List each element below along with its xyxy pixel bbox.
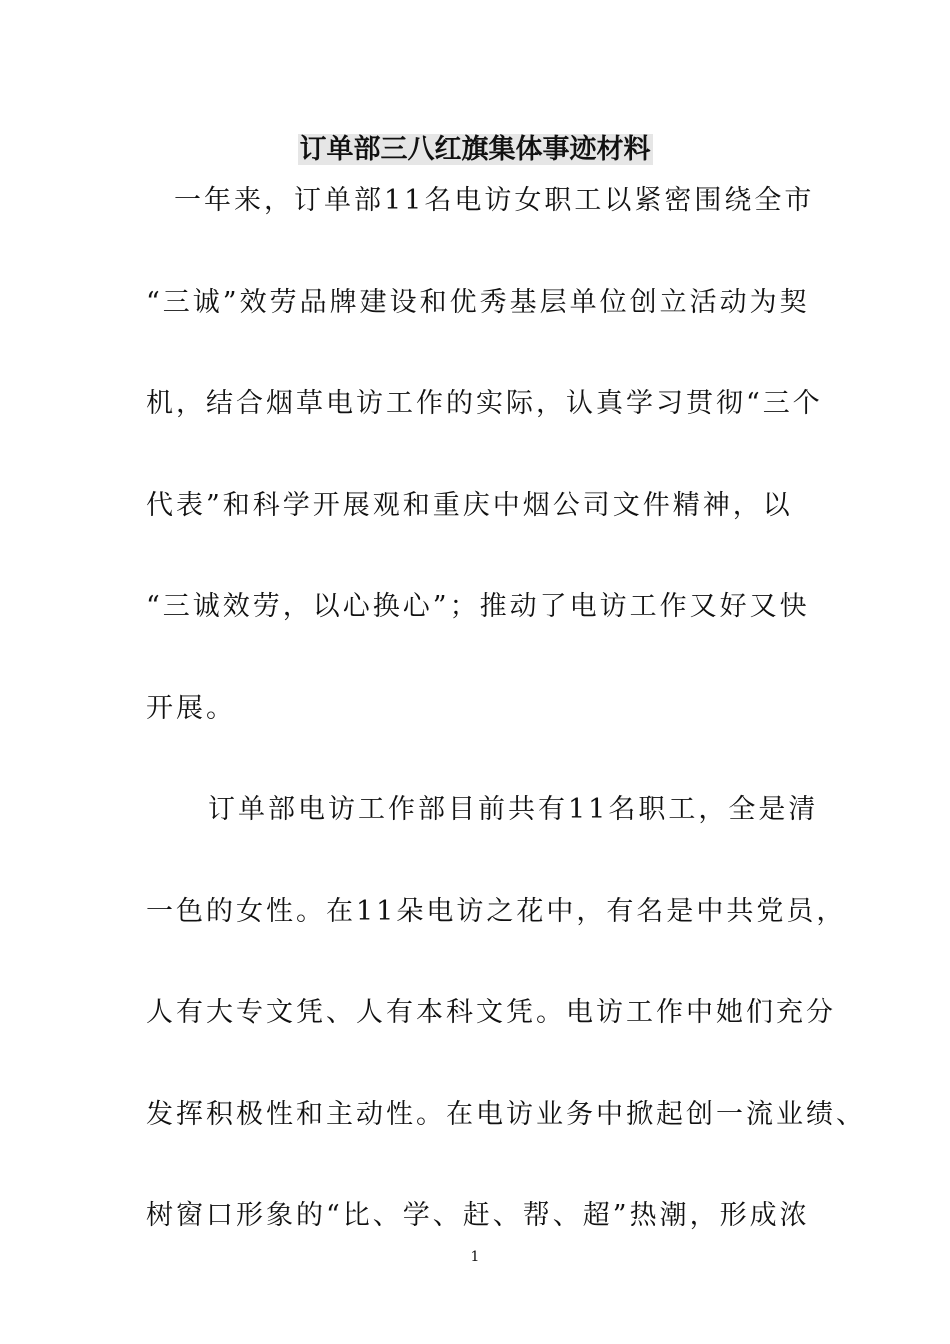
paragraph-line: “三诚效劳，以心换心”；推动了电访工作又好又快: [146, 591, 810, 622]
page-number: 1: [470, 1249, 480, 1265]
paragraph-line: 人有大专文凭、人有本科文凭。电访工作中她们充分: [146, 997, 836, 1028]
paragraph-line: 发挥积极性和主动性。在电访业务中掀起创一流业绩、: [146, 1098, 866, 1130]
paragraph-line: 树窗口形象的“比、学、赶、帮、超”热潮，形成浓: [146, 1200, 810, 1231]
page-title-text: 订单部三八红旗集体事迹材料: [299, 134, 651, 165]
paragraph-line: 机，结合烟草电访工作的实际，认真学习贯彻“三个: [146, 388, 823, 419]
paragraph-line: 代表”和科学开展观和重庆中烟公司文件精神，以: [146, 489, 793, 521]
paragraph-line: “三诚”效劳品牌建设和优秀基层单位创立活动为契: [146, 286, 810, 318]
body-text: [146, 176, 866, 1293]
paragraph-line: 一年来，订单部11名电访女职工以紧密围绕全市: [174, 185, 815, 216]
page-title: [0, 132, 950, 168]
paragraph-line: 订单部电访工作部目前共有11名职工，全是清: [208, 794, 819, 825]
paragraph-line: 一色的女性。在11朵电访之花中，有名是中共党员，: [146, 895, 847, 927]
paragraph-line: 开展。: [146, 692, 236, 724]
